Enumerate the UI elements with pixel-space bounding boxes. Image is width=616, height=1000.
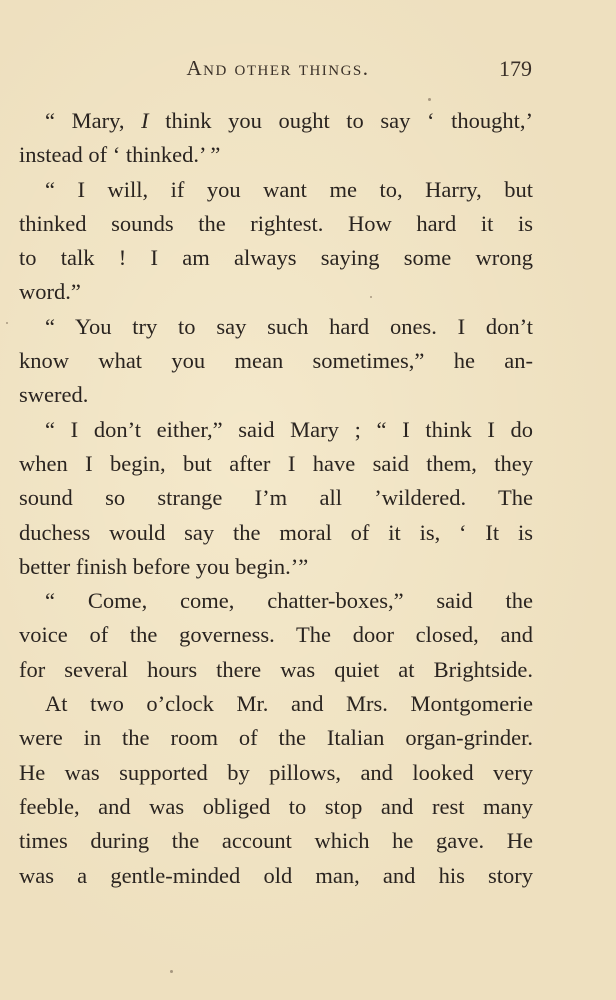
text-line: “ I don’t either,” said Mary ; “ I think I do	[45, 416, 533, 442]
text-line: At two o’clock Mr. and Mrs. Montgomerie	[45, 691, 533, 717]
text-line: was a gentle-minded old man, and his story	[19, 862, 533, 888]
paper-speck	[428, 98, 431, 101]
text-span: “ Mary,	[45, 108, 142, 133]
text-line: better finish before you begin.’”	[19, 553, 309, 579]
text-line: word.”	[19, 279, 81, 305]
text-line	[19, 104, 533, 138]
italic-span: I	[141, 108, 149, 133]
text-line: when I begin, but after I have said them, they	[19, 450, 533, 476]
text-line: voice of the governess. The door closed, and	[19, 622, 533, 648]
text-line: to talk ! I am always saying some wrong	[19, 245, 533, 271]
paper-speck	[370, 296, 372, 298]
text-line: “ You try to say such hard ones. I don’t	[45, 313, 533, 339]
text-line: know what you mean sometimes,” he an-	[19, 348, 533, 374]
paragraph	[19, 310, 533, 413]
paragraph	[19, 104, 533, 173]
body-text	[19, 104, 533, 893]
text-span: think you ought to say ‘ thought,’	[148, 108, 533, 133]
paragraph	[19, 413, 533, 584]
text-line: were in the room of the Italian organ-grinder.	[19, 725, 533, 751]
paragraph	[19, 687, 533, 893]
text-line: feeble, and was obliged to stop and rest many	[19, 793, 533, 819]
text-line: duchess would say the moral of it is, ‘ It is	[19, 519, 533, 545]
text-line: for several hours there was quiet at Brightside.	[19, 656, 533, 682]
text-line: He was supported by pillows, and looked very	[19, 759, 533, 785]
paper-speck	[170, 970, 173, 973]
text-line: times during the account which he gave. He	[19, 828, 533, 854]
paragraph	[19, 173, 533, 310]
paragraph	[19, 584, 533, 687]
text-line: swered.	[19, 382, 89, 408]
text-line: “ I will, if you want me to, Harry, but	[45, 176, 533, 202]
text-line: thinked sounds the rightest. How hard it is	[19, 210, 533, 236]
text-line: “ Come, come, chatter-boxes,” said the	[45, 588, 533, 614]
running-head: And other things.	[186, 56, 370, 80]
paper-speck	[6, 322, 8, 324]
page-number: 179	[499, 56, 532, 81]
text-line: sound so strange I’m all ’wildered. The	[19, 485, 533, 511]
text-line: instead of ‘ thinked.’ ”	[19, 142, 221, 168]
